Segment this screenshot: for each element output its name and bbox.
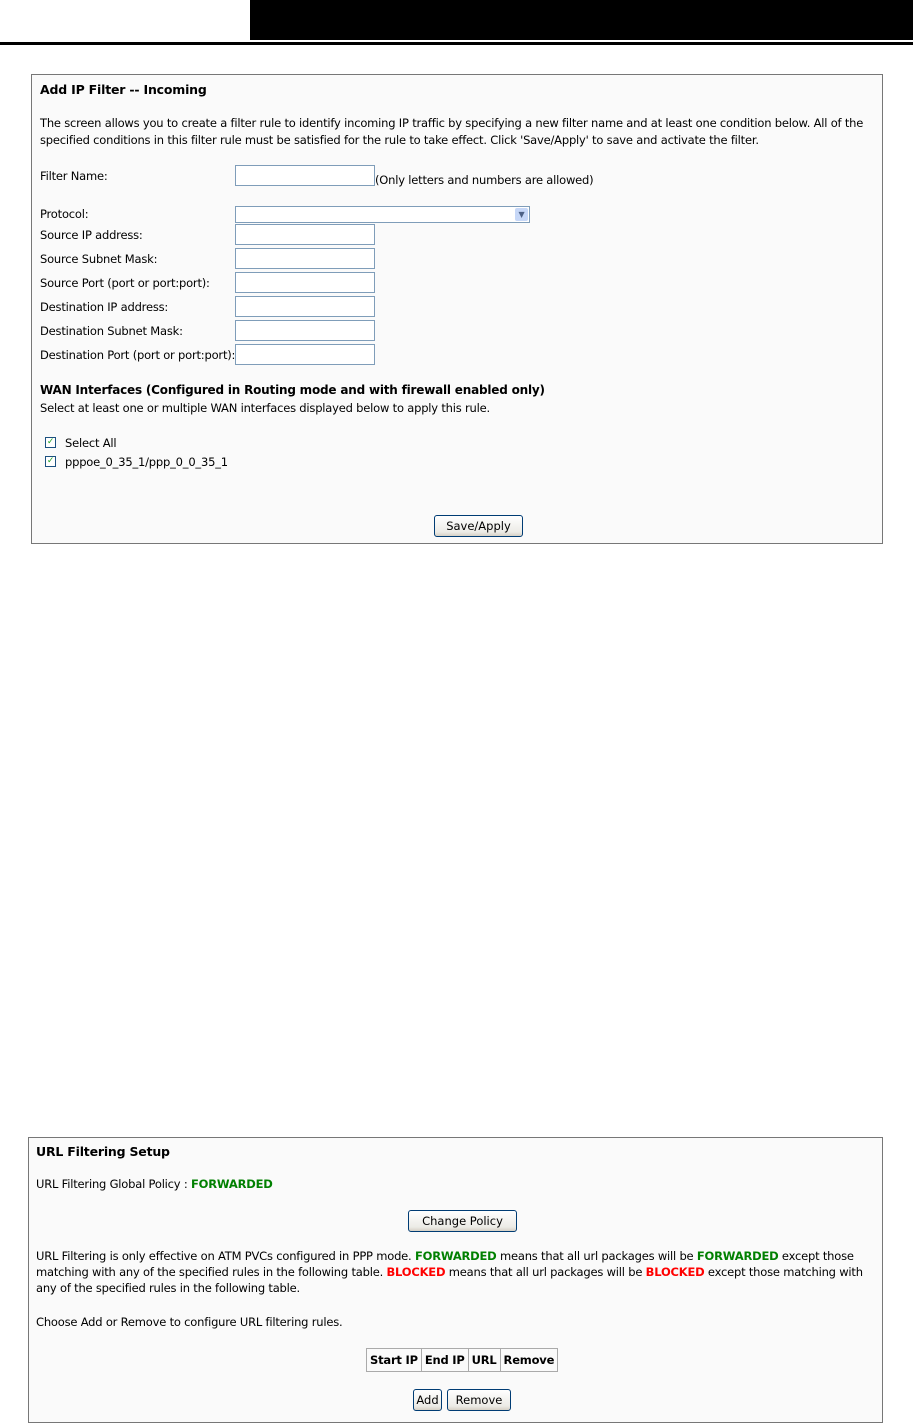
blocked-keyword: BLOCKED <box>645 1265 705 1279</box>
chevron-down-icon[interactable]: ▼ <box>515 208 528 221</box>
url-header: URL <box>468 1349 500 1372</box>
remove-header: Remove <box>500 1349 558 1372</box>
url-filter-info <box>36 1248 879 1296</box>
start-ip-header: Start IP <box>367 1349 422 1372</box>
url-filter-panel <box>28 1137 883 1423</box>
dest-mask-input[interactable] <box>235 320 375 341</box>
source-mask-label: Source Subnet Mask: <box>40 252 158 266</box>
panel-description: The screen allows you to create a filter rule to identify incoming IP traffic by specifying a new filter name and at least one condition below. All of the specified conditions in this filter rule must be satisfied for the rule to take effect. Click 'Save/Apply' to save and activate the filter. <box>40 116 864 147</box>
select-all-checkbox[interactable]: ✓ <box>46 437 55 447</box>
info-text: means that all url packages will be <box>445 1265 646 1279</box>
dest-mask-label: Destination Subnet Mask: <box>40 324 183 338</box>
panel-title: Add IP Filter -- Incoming <box>40 82 207 97</box>
change-policy-button[interactable]: Change Policy <box>408 1210 517 1232</box>
choose-instruction: Choose Add or Remove to configure URL filtering rules. <box>36 1315 343 1329</box>
ip-filter-panel <box>31 74 883 544</box>
global-policy-value: FORWARDED <box>191 1177 273 1191</box>
interface-checkbox[interactable]: ✓ <box>46 456 55 466</box>
dest-ip-label: Destination IP address: <box>40 300 169 314</box>
table-header-row <box>367 1349 558 1372</box>
wan-interfaces-title: WAN Interfaces (Configured in Routing mode and with firewall enabled only) <box>40 383 545 397</box>
source-ip-input[interactable] <box>235 224 375 245</box>
protocol-select[interactable] <box>235 206 530 223</box>
source-port-label: Source Port (port or port:port): <box>40 276 210 290</box>
wan-interfaces-desc: Select at least one or multiple WAN interfaces displayed below to apply this rule. <box>40 401 490 415</box>
dest-port-input[interactable] <box>235 344 375 365</box>
global-policy-label: URL Filtering Global Policy : <box>36 1177 188 1191</box>
forwarded-keyword: FORWARDED <box>696 1249 779 1263</box>
end-ip-header: End IP <box>421 1349 468 1372</box>
header-rule <box>0 42 913 45</box>
source-port-input[interactable] <box>235 272 375 293</box>
global-policy-line <box>36 1177 273 1191</box>
source-mask-input[interactable] <box>235 248 375 269</box>
info-text: means that all url packages will be <box>496 1249 697 1263</box>
forwarded-keyword: FORWARDED <box>414 1249 497 1263</box>
filter-name-input[interactable] <box>235 165 375 186</box>
dest-ip-input[interactable] <box>235 296 375 317</box>
url-rules-table <box>366 1348 558 1372</box>
interface-label: pppoe_0_35_1/ppp_0_0_35_1 <box>65 455 228 469</box>
url-filter-title: URL Filtering Setup <box>36 1144 170 1159</box>
add-button[interactable]: Add <box>413 1389 442 1411</box>
info-text: URL Filtering is only effective on ATM PVCs configured in PPP mode. <box>36 1249 415 1263</box>
info-text: except those matching with any of the specified rules in the following table. <box>36 1249 854 1279</box>
filter-name-label: Filter Name: <box>40 169 108 183</box>
remove-button[interactable]: Remove <box>447 1389 511 1411</box>
blocked-keyword: BLOCKED <box>386 1265 446 1279</box>
info-text: except those matching with any of the specified rules in the following table. <box>36 1265 863 1295</box>
header-bar <box>250 0 913 40</box>
select-all-label: Select All <box>65 436 117 450</box>
save-apply-button[interactable]: Save/Apply <box>434 515 523 537</box>
filter-name-hint: (Only letters and numbers are allowed) <box>375 173 594 187</box>
dest-port-label: Destination Port (port or port:port): <box>40 348 236 362</box>
source-ip-label: Source IP address: <box>40 228 143 242</box>
protocol-label: Protocol: <box>40 207 89 221</box>
